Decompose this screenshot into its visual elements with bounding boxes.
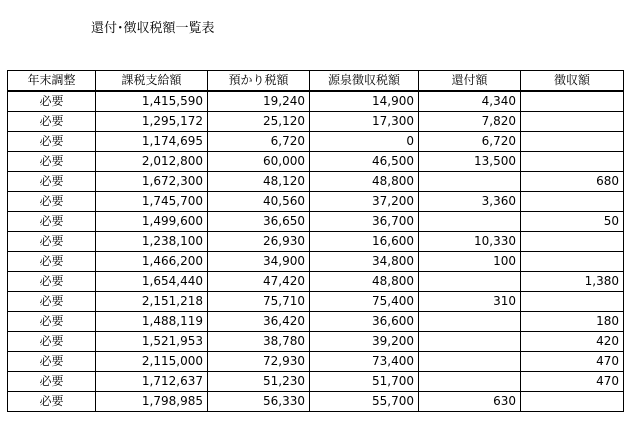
withheld-tax-cell: 47,420 <box>208 272 310 292</box>
withheld-tax-cell: 60,000 <box>208 152 310 172</box>
year-end-adjustment-cell: 必要 <box>8 332 96 352</box>
column-header-refund-amount: 還付額 <box>419 71 521 92</box>
year-end-adjustment-cell: 必要 <box>8 252 96 272</box>
refund-amount-cell: 13,500 <box>419 152 521 172</box>
year-end-adjustment-cell: 必要 <box>8 91 96 112</box>
year-end-adjustment-cell: 必要 <box>8 152 96 172</box>
withheld-tax-cell: 26,930 <box>208 232 310 252</box>
table-row <box>8 292 624 312</box>
source-withholding-tax-cell: 55,700 <box>310 392 419 412</box>
refund-amount-cell <box>419 352 521 372</box>
year-end-adjustment-cell: 必要 <box>8 192 96 212</box>
source-withholding-tax-cell: 14,900 <box>310 91 419 112</box>
taxable-payment-cell: 1,466,200 <box>96 252 208 272</box>
withheld-tax-cell: 48,120 <box>208 172 310 192</box>
withheld-tax-cell: 36,420 <box>208 312 310 332</box>
source-withholding-tax-cell: 0 <box>310 132 419 152</box>
taxable-payment-cell: 1,521,953 <box>96 332 208 352</box>
column-header-taxable-payment: 課税支給額 <box>96 71 208 92</box>
source-withholding-tax-cell: 48,800 <box>310 172 419 192</box>
source-withholding-tax-cell: 36,600 <box>310 312 419 332</box>
source-withholding-tax-cell: 36,700 <box>310 212 419 232</box>
refund-amount-cell <box>419 312 521 332</box>
refund-amount-cell <box>419 372 521 392</box>
table-row <box>8 372 624 392</box>
collection-amount-cell <box>521 192 624 212</box>
source-withholding-tax-cell: 34,800 <box>310 252 419 272</box>
tax-table <box>7 70 624 412</box>
collection-amount-cell: 470 <box>521 372 624 392</box>
collection-amount-cell <box>521 132 624 152</box>
year-end-adjustment-cell: 必要 <box>8 112 96 132</box>
year-end-adjustment-cell: 必要 <box>8 272 96 292</box>
collection-amount-cell <box>521 252 624 272</box>
table-row <box>8 212 624 232</box>
column-header-withheld-tax: 預かり税額 <box>208 71 310 92</box>
table-row <box>8 152 624 172</box>
collection-amount-cell <box>521 292 624 312</box>
column-header-collection-amount: 徴収額 <box>521 71 624 92</box>
withheld-tax-cell: 36,650 <box>208 212 310 232</box>
source-withholding-tax-cell: 17,300 <box>310 112 419 132</box>
refund-amount-cell: 10,330 <box>419 232 521 252</box>
year-end-adjustment-cell: 必要 <box>8 132 96 152</box>
source-withholding-tax-cell: 51,700 <box>310 372 419 392</box>
table-row <box>8 272 624 292</box>
year-end-adjustment-cell: 必要 <box>8 212 96 232</box>
collection-amount-cell <box>521 112 624 132</box>
year-end-adjustment-cell: 必要 <box>8 172 96 192</box>
taxable-payment-cell: 1,654,440 <box>96 272 208 292</box>
year-end-adjustment-cell: 必要 <box>8 232 96 252</box>
taxable-payment-cell: 1,798,985 <box>96 392 208 412</box>
taxable-payment-cell: 1,712,637 <box>96 372 208 392</box>
collection-amount-cell: 180 <box>521 312 624 332</box>
collection-amount-cell <box>521 232 624 252</box>
source-withholding-tax-cell: 37,200 <box>310 192 419 212</box>
table-row <box>8 132 624 152</box>
source-withholding-tax-cell: 75,400 <box>310 292 419 312</box>
taxable-payment-cell: 2,151,218 <box>96 292 208 312</box>
withheld-tax-cell: 38,780 <box>208 332 310 352</box>
collection-amount-cell <box>521 91 624 112</box>
source-withholding-tax-cell: 73,400 <box>310 352 419 372</box>
refund-amount-cell: 100 <box>419 252 521 272</box>
taxable-payment-cell: 1,745,700 <box>96 192 208 212</box>
table-row <box>8 312 624 332</box>
refund-amount-cell <box>419 212 521 232</box>
taxable-payment-cell: 1,499,600 <box>96 212 208 232</box>
withheld-tax-cell: 75,710 <box>208 292 310 312</box>
table-row <box>8 392 624 412</box>
withheld-tax-cell: 56,330 <box>208 392 310 412</box>
column-header-source-withholding-tax: 源泉徴収税額 <box>310 71 419 92</box>
source-withholding-tax-cell: 48,800 <box>310 272 419 292</box>
table-row <box>8 352 624 372</box>
year-end-adjustment-cell: 必要 <box>8 372 96 392</box>
source-withholding-tax-cell: 39,200 <box>310 332 419 352</box>
taxable-payment-cell: 1,295,172 <box>96 112 208 132</box>
withheld-tax-cell: 51,230 <box>208 372 310 392</box>
column-header-year-end-adjustment: 年末調整 <box>8 71 96 92</box>
refund-amount-cell: 7,820 <box>419 112 521 132</box>
refund-amount-cell: 630 <box>419 392 521 412</box>
collection-amount-cell <box>521 152 624 172</box>
source-withholding-tax-cell: 46,500 <box>310 152 419 172</box>
taxable-payment-cell: 2,012,800 <box>96 152 208 172</box>
refund-amount-cell: 6,720 <box>419 132 521 152</box>
collection-amount-cell <box>521 392 624 412</box>
year-end-adjustment-cell: 必要 <box>8 312 96 332</box>
taxable-payment-cell: 1,672,300 <box>96 172 208 192</box>
table-row <box>8 172 624 192</box>
taxable-payment-cell: 1,238,100 <box>96 232 208 252</box>
withheld-tax-cell: 19,240 <box>208 91 310 112</box>
table-row <box>8 332 624 352</box>
table-row <box>8 112 624 132</box>
collection-amount-cell: 50 <box>521 212 624 232</box>
table-row <box>8 91 624 112</box>
taxable-payment-cell: 1,415,590 <box>96 91 208 112</box>
table-row <box>8 252 624 272</box>
collection-amount-cell: 1,380 <box>521 272 624 292</box>
table-row <box>8 232 624 252</box>
withheld-tax-cell: 40,560 <box>208 192 310 212</box>
withheld-tax-cell: 6,720 <box>208 132 310 152</box>
collection-amount-cell: 420 <box>521 332 624 352</box>
collection-amount-cell: 470 <box>521 352 624 372</box>
table-row <box>8 192 624 212</box>
refund-amount-cell: 310 <box>419 292 521 312</box>
collection-amount-cell: 680 <box>521 172 624 192</box>
refund-amount-cell <box>419 272 521 292</box>
taxable-payment-cell: 1,488,119 <box>96 312 208 332</box>
year-end-adjustment-cell: 必要 <box>8 352 96 372</box>
table-header-row <box>8 71 624 92</box>
taxable-payment-cell: 2,115,000 <box>96 352 208 372</box>
page-title: 還付･徴収税額一覧表 <box>91 21 215 36</box>
withheld-tax-cell: 34,900 <box>208 252 310 272</box>
withheld-tax-cell: 25,120 <box>208 112 310 132</box>
refund-amount-cell: 4,340 <box>419 91 521 112</box>
taxable-payment-cell: 1,174,695 <box>96 132 208 152</box>
refund-amount-cell: 3,360 <box>419 192 521 212</box>
withheld-tax-cell: 72,930 <box>208 352 310 372</box>
source-withholding-tax-cell: 16,600 <box>310 232 419 252</box>
table-body <box>8 91 624 412</box>
refund-amount-cell <box>419 332 521 352</box>
year-end-adjustment-cell: 必要 <box>8 392 96 412</box>
year-end-adjustment-cell: 必要 <box>8 292 96 312</box>
refund-amount-cell <box>419 172 521 192</box>
